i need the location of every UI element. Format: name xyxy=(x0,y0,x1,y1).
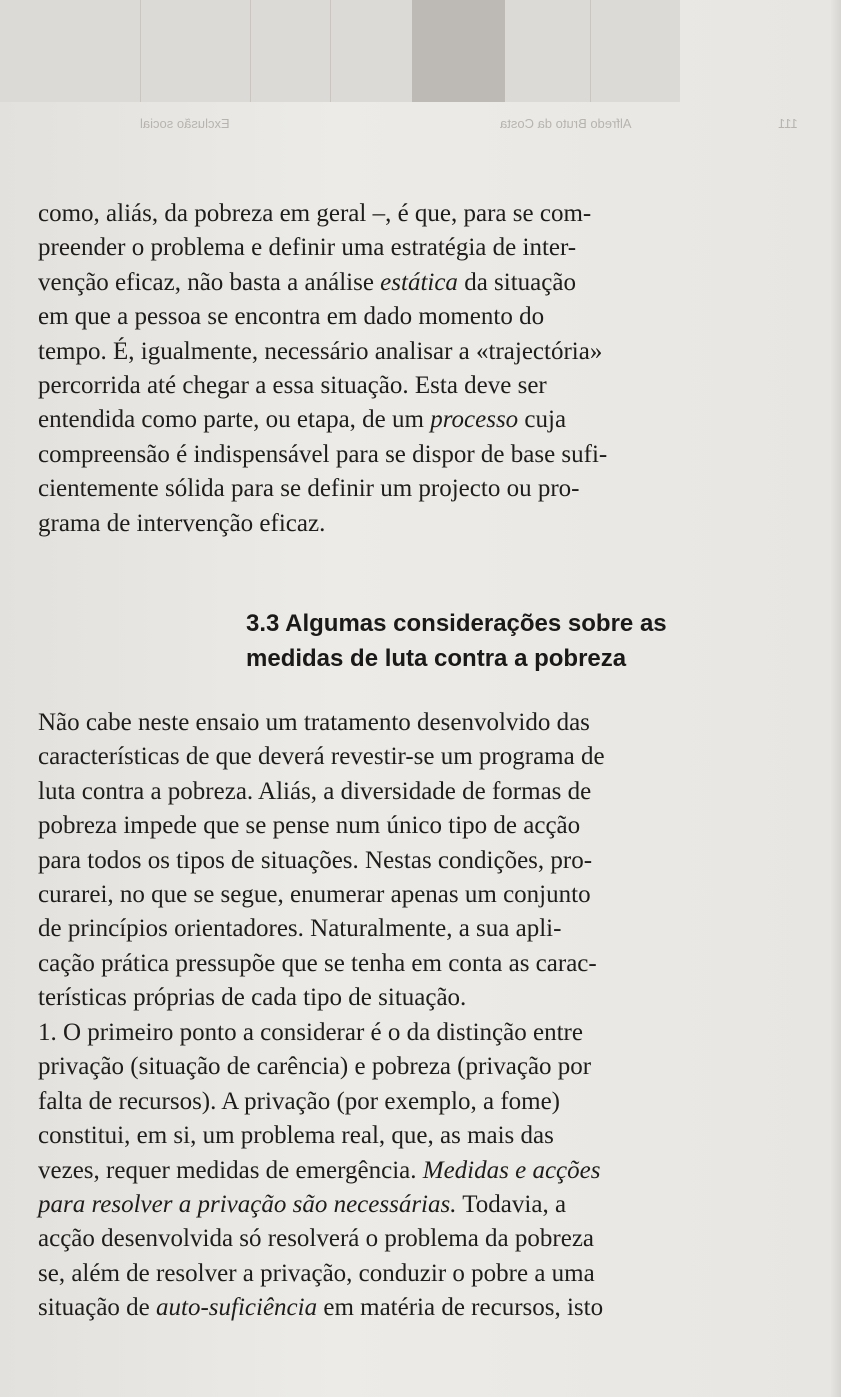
text-line: cação prática pressupõe que se tenha em conta as carac- xyxy=(38,949,597,977)
page-edge xyxy=(831,0,841,1397)
text-line: preender o problema e definir uma estratégia de inter- xyxy=(38,234,577,262)
text-line: venção eficaz, não basta a análise estática da situação xyxy=(38,268,576,296)
text-line: grama de intervenção eficaz. xyxy=(38,509,326,537)
text-line: luta contra a pobreza. Aliás, a diversidade de formas de xyxy=(38,777,592,805)
text-line: falta de recursos). A privação (por exemplo, a fome) xyxy=(38,1087,561,1115)
text-line: como, aliás, da pobreza em geral –, é que, para se com- xyxy=(38,200,592,227)
emphasis: estática xyxy=(380,268,458,296)
header-table-shadow xyxy=(0,0,680,102)
text-line: acção desenvolvida só resolverá o problema da pobreza xyxy=(38,1225,595,1253)
page-header-bleedthrough xyxy=(0,0,841,150)
text-line: 1. O primeiro ponto a considerar é o da distinção entre xyxy=(38,1019,583,1046)
text-line: para resolver a privação são necessárias. Todavia, a xyxy=(38,1191,567,1219)
text-line: Não cabe neste ensaio um tratamento desenvolvido das xyxy=(38,709,590,736)
text-line: constitui, em si, um problema real, que, as mais das xyxy=(38,1122,554,1150)
text-line: tempo. É, igualmente, necessário analisar a «trajectória» xyxy=(38,337,603,365)
page-number: 111 xyxy=(778,116,798,131)
text-line: privação (situação de carência) e pobreza (privação por xyxy=(38,1053,592,1081)
text-line: se, além de resolver a privação, conduzir o pobre a uma xyxy=(38,1259,595,1287)
text-line: entendida como parte, ou etapa, de um processo cuja xyxy=(38,406,567,434)
text-line: curarei, no que se segue, enumerar apenas um conjunto xyxy=(38,881,591,909)
emphasis: auto-suficiência xyxy=(156,1294,318,1322)
running-header-author: Alfredo Bruto da Costa xyxy=(500,116,632,131)
running-header xyxy=(0,110,841,140)
text-line: compreensão é indispensável para se dispor de base sufi- xyxy=(38,440,608,468)
text-line: terísticas próprias de cada tipo de situação. xyxy=(38,984,467,1012)
emphasis: processo xyxy=(430,406,519,434)
emphasis: para resolver a privação são necessárias. xyxy=(38,1191,457,1219)
text-line: vezes, requer medidas de emergência. Medidas e acções xyxy=(38,1156,601,1184)
text-line: cientemente sólida para se definir um projecto ou pro- xyxy=(38,475,580,503)
text-line: situação de auto-suficiência em matéria de recursos, isto xyxy=(38,1294,604,1322)
section-heading xyxy=(246,606,676,676)
paragraph-3 xyxy=(38,1016,674,1326)
text-line: pobreza impede que se pense num único tipo de acção xyxy=(38,812,581,840)
text-line: de princípios orientadores. Naturalmente, a sua apli- xyxy=(38,915,562,943)
heading-line: 3.3 Algumas considerações sobre as xyxy=(246,610,667,637)
paragraph-2 xyxy=(38,706,674,1016)
text-line: para todos os tipos de situações. Nestas condições, pro- xyxy=(38,846,593,874)
text-line: em que a pessoa se encontra em dado momento do xyxy=(38,303,545,331)
emphasis: Medidas e acções xyxy=(422,1156,601,1184)
paragraph-1 xyxy=(38,197,674,541)
running-header-left: Exclusão social xyxy=(140,116,230,131)
heading-line: medidas de luta contra a pobreza xyxy=(246,645,627,672)
text-line: características de que deverá revestir-se um programa de xyxy=(38,743,605,771)
text-line: percorrida até chegar a essa situação. Esta deve ser xyxy=(38,372,547,400)
